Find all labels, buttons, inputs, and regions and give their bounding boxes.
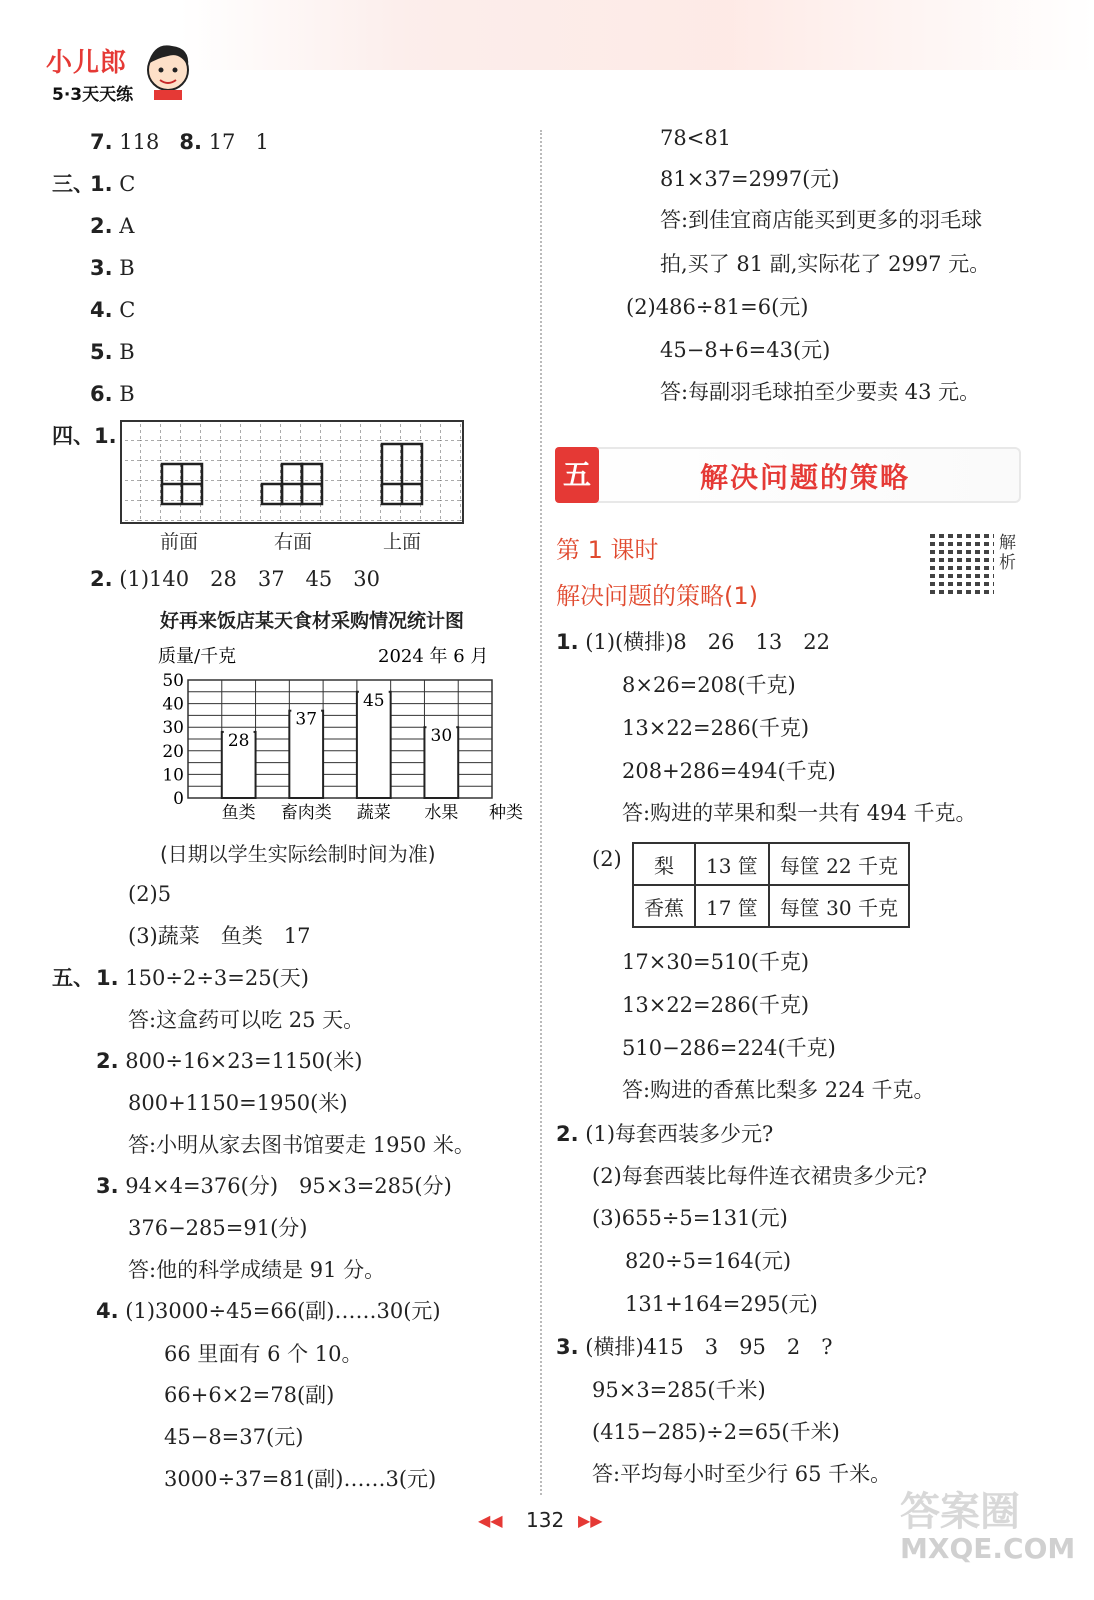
answer-line: (2) xyxy=(592,847,622,871)
answer-line: 答:每副羽毛球拍至少要卖 43 元。 xyxy=(660,380,981,404)
answer-4-2-2: (2)5 xyxy=(128,882,172,906)
section-3-prefix: 三、 xyxy=(52,172,94,196)
answer-line: 66+6×2=78(副) xyxy=(164,1383,335,1407)
table-cell: 每筐 22 千克 xyxy=(769,843,909,885)
answer-line: 81×37=2997(元) xyxy=(660,167,840,191)
x-category-label: 蔬菜 xyxy=(356,803,391,823)
answer-line: 拍,买了 81 副,实际花了 2997 元。 xyxy=(660,252,991,276)
y-tick-label: 40 xyxy=(162,694,184,715)
three-views-grid xyxy=(120,420,466,526)
view-label-right: 右面 xyxy=(274,531,313,553)
chart-ylabel: 质量/千克 xyxy=(158,646,237,667)
answer-line: 4. (1)3000÷45=66(副)……30(元) xyxy=(96,1299,441,1323)
table-cell: 每筐 30 千克 xyxy=(769,885,909,927)
answer-row-7-8: 7. 118 8. 17 1 xyxy=(90,130,269,154)
answer-line: 45−8=37(元) xyxy=(164,1425,304,1449)
view-label-front: 前面 xyxy=(160,531,199,553)
answer-line: 78<81 xyxy=(660,126,732,150)
section-5-prefix: 五、 xyxy=(52,966,94,990)
y-tick-label: 20 xyxy=(162,741,184,762)
answer-item: 5. B xyxy=(90,340,135,364)
answer-4-2-3: (3)蔬菜 鱼类 17 xyxy=(128,924,311,948)
table-cell: 香蕉 xyxy=(633,885,695,927)
answer-line: 95×3=285(千米) xyxy=(592,1378,766,1402)
table-cell: 梨 xyxy=(633,843,695,885)
y-tick-label: 0 xyxy=(173,789,184,809)
y-tick-label: 10 xyxy=(162,765,184,786)
table-cell: 13 筐 xyxy=(695,843,769,885)
answer-line: 2. (1)每套西装多少元? xyxy=(556,1122,774,1146)
answer-line: 13×22=286(千克) xyxy=(622,993,810,1017)
answer-line: 8×26=208(千克) xyxy=(622,673,796,697)
answer-item: 2. A xyxy=(90,214,135,238)
x-category-label: 鱼类 xyxy=(221,803,256,823)
answer-line: 答:小明从家去图书馆要走 1950 米。 xyxy=(128,1133,475,1157)
lesson-title: 解决问题的策略(1) xyxy=(556,582,758,610)
answer-line: 答:购进的苹果和梨一共有 494 千克。 xyxy=(622,801,977,825)
answer-item: 1. C xyxy=(90,172,136,196)
x-category-label: 水果 xyxy=(424,803,459,823)
table-row xyxy=(633,843,909,885)
bar-chart xyxy=(150,640,530,830)
next-page-icon[interactable]: ▶▶ xyxy=(578,1511,603,1530)
chart-note: (日期以学生实际绘制时间为准) xyxy=(160,842,436,866)
answer-line: 3. 94×4=376(分) 95×3=285(分) xyxy=(96,1174,452,1198)
answer-line: 131+164=295(元) xyxy=(625,1292,818,1316)
answer-line: 答:这盒药可以吃 25 天。 xyxy=(128,1008,365,1032)
answer-line: 17×30=510(千克) xyxy=(622,950,810,974)
y-tick-label: 50 xyxy=(162,671,184,691)
lesson-label: 第 1 课时 xyxy=(556,536,659,564)
x-category-label: 种类 xyxy=(489,803,523,823)
answer-line: 13×22=286(千克) xyxy=(622,716,810,740)
header-band xyxy=(180,0,1094,70)
answer-line: 2. 800÷16×23=1150(米) xyxy=(96,1049,363,1073)
answer-line: 答:平均每小时至少行 65 千米。 xyxy=(592,1462,892,1486)
answer-line: 1. (1)(横排)8 26 13 22 xyxy=(556,630,830,654)
chart-title: 好再来饭店某天食材采购情况统计图 xyxy=(160,610,465,632)
bar-value-label: 30 xyxy=(430,726,453,747)
answer-line: 820÷5=164(元) xyxy=(625,1249,792,1273)
answer-item: 6. B xyxy=(90,382,135,406)
prev-page-icon[interactable]: ◀◀ xyxy=(478,1511,503,1530)
mascot-icon xyxy=(140,36,196,100)
answer-line: 3. (横排)415 3 95 2 ? xyxy=(556,1335,833,1359)
answer-line: 答:他的科学成绩是 91 分。 xyxy=(128,1258,386,1282)
answer-line: 800+1150=1950(米) xyxy=(128,1091,348,1115)
chart-date: 2024 年 6 月 xyxy=(378,646,489,667)
answer-line: 45−8+6=43(元) xyxy=(660,338,831,362)
logo-title: 小儿郎 xyxy=(46,48,128,78)
answer-line: (3)655÷5=131(元) xyxy=(592,1206,788,1230)
watermark-logo: 答案圈 xyxy=(900,1489,1020,1535)
answer-line: 3000÷37=81(副)……3(元) xyxy=(164,1467,437,1491)
answer-line: 答:到佳宜商店能买到更多的羽毛球 xyxy=(660,208,983,232)
answer-line: (415−285)÷2=65(千米) xyxy=(592,1420,840,1444)
table-row xyxy=(633,885,909,927)
section-4-prefix: 四、1. xyxy=(52,424,117,448)
section-title: 解决问题的策略 xyxy=(700,461,911,494)
answer-4-2-1: 2. (1)140 28 37 45 30 xyxy=(90,567,380,591)
table-cell: 17 筐 xyxy=(695,885,769,927)
bar-value-label: 28 xyxy=(227,730,250,751)
page-number: 132 xyxy=(526,1508,565,1532)
answer-line: (2)每套西装比每件连衣裙贵多少元? xyxy=(592,1164,928,1188)
answer-line: 208+286=494(千克) xyxy=(622,759,836,783)
data-table xyxy=(632,842,910,928)
answer-line: 66 里面有 6 个 10。 xyxy=(164,1342,363,1366)
answer-line: 510−286=224(千克) xyxy=(622,1036,836,1060)
answer-item: 3. B xyxy=(90,256,135,280)
watermark-url: MXQE.COM xyxy=(900,1532,1076,1565)
bar-value-label: 45 xyxy=(362,690,385,711)
answer-line: 答:购进的香蕉比梨多 224 千克。 xyxy=(622,1078,935,1102)
y-tick-label: 30 xyxy=(162,718,184,739)
section-number: 五 xyxy=(555,447,599,503)
qr-label: 解析 xyxy=(999,533,1016,573)
view-label-top: 上面 xyxy=(383,531,422,553)
x-category-label: 畜肉类 xyxy=(280,803,332,823)
answer-line: 376−285=91(分) xyxy=(128,1216,308,1240)
bar-value-label: 37 xyxy=(295,709,318,730)
column-divider xyxy=(540,130,542,1495)
answer-line: 1. 150÷2÷3=25(天) xyxy=(96,966,309,990)
logo-subtitle: 5·3天天练 xyxy=(52,85,134,105)
answer-line: (2)486÷81=6(元) xyxy=(626,295,809,319)
answer-item: 4. C xyxy=(90,298,136,322)
